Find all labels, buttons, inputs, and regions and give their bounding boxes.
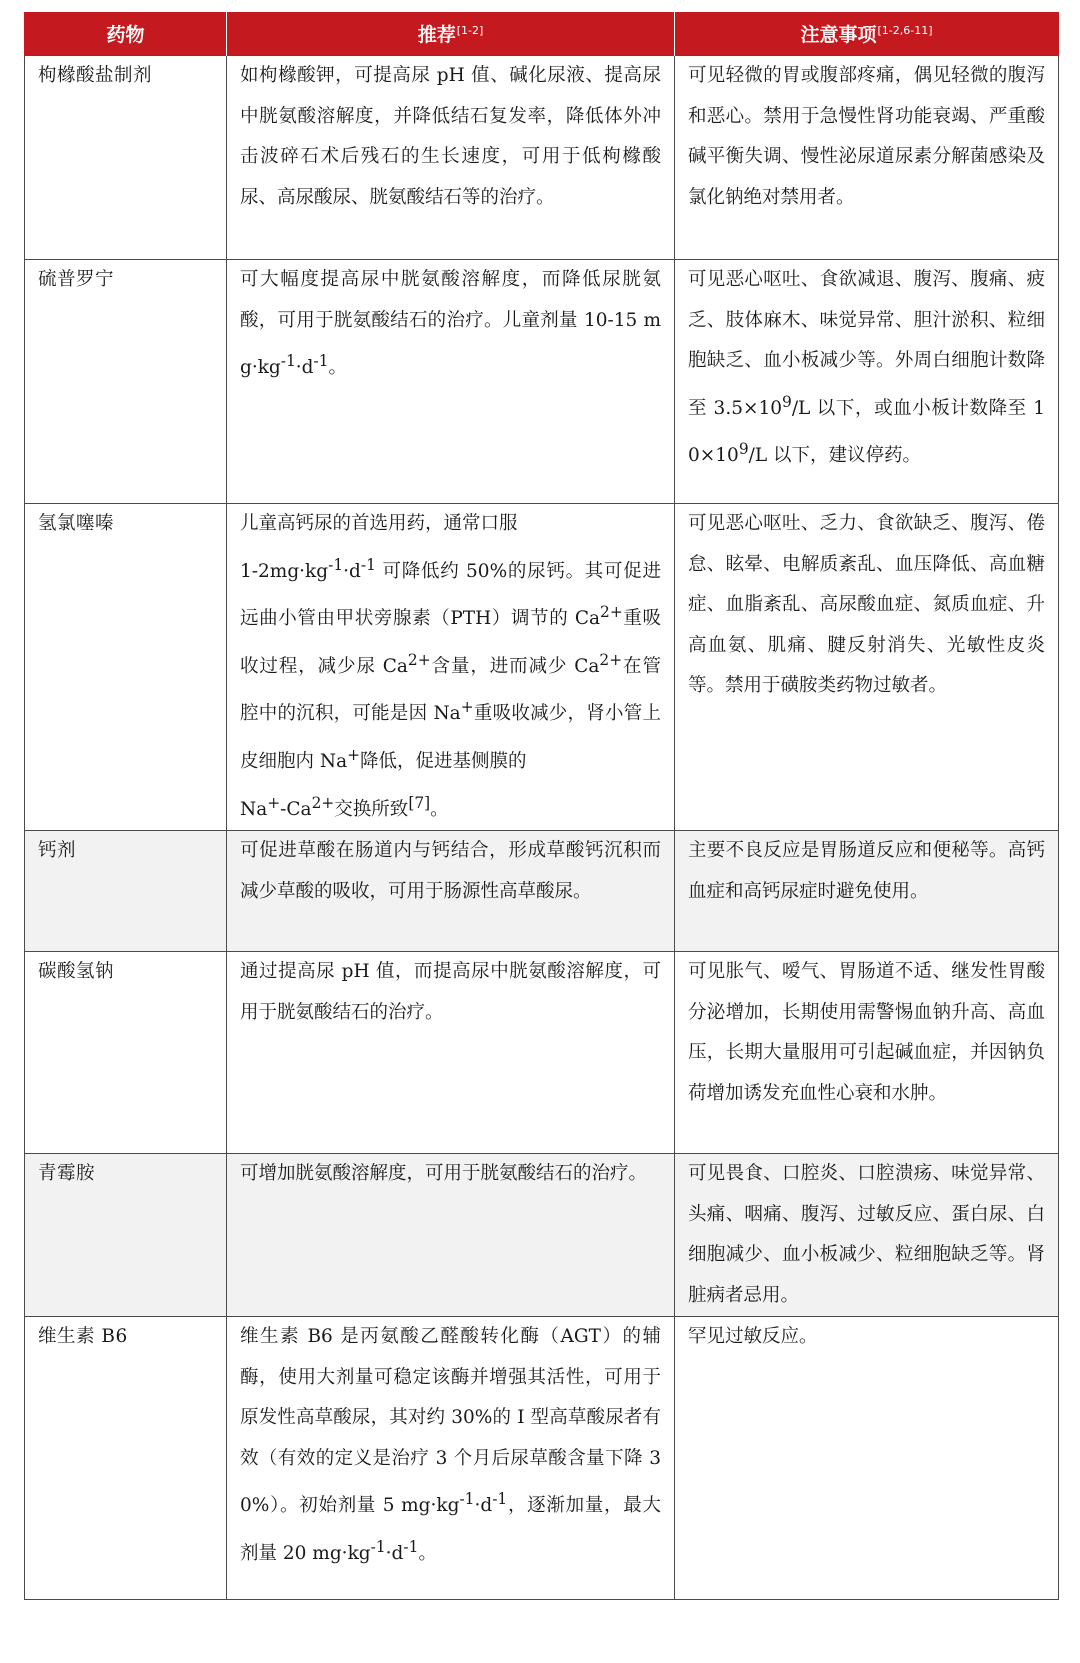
superscript: 9: [738, 440, 749, 459]
drug-name: 钙剂: [38, 840, 77, 862]
drug-name-cell: [25, 56, 227, 260]
superscript: +: [347, 746, 361, 765]
drug-name: 硫普罗宁: [38, 269, 115, 290]
recommendation-text: 重吸收减少，肾小管上皮细胞内 Na: [240, 703, 661, 773]
table-row: [25, 831, 1059, 952]
superscript: 2+: [600, 603, 623, 622]
superscript: 2+: [599, 650, 623, 669]
table-row: [25, 504, 1059, 831]
superscript: -1: [459, 1490, 475, 1509]
recommendation-text: 重吸收过程，减少尿 Ca: [240, 608, 661, 677]
precautions-text: 可见恶心呕吐、食欲减退、腹泻、腹痛、疲乏、肢体麻木、味觉异常、胆汁淤积、粒细胞缺乏、血小板减少等。外周白细胞计数降至 3.5×10: [688, 269, 1045, 419]
precautions-cell: [675, 504, 1059, 831]
recommendation-text: 可降低约 50%的尿钙。其可促进远曲小管由甲状旁腺素（PTH）调节的 Ca: [240, 560, 661, 630]
precautions-cell: [675, 831, 1059, 952]
drug-name-cell: [25, 952, 227, 1154]
drug-name-cell: [25, 1154, 227, 1317]
recommendation-text: 维生素 B6 是丙氨酸乙醛酸转化酶（AGT）的辅酶，使用大剂量可稳定该酶并增强其活性，可用于原发性高草酸尿，其对约 30%的 I 型高草酸尿者有效（有效的定义是治疗 3 个月后尿草酸含量下降 30%）。初始剂量 5 mg·kg: [240, 1326, 661, 1517]
superscript: 2+: [407, 650, 431, 669]
recommendation-cell: [227, 56, 675, 260]
drug-name: 枸橼酸盐制剂: [38, 65, 153, 86]
header-row: [25, 12, 1059, 56]
superscript: -1: [360, 555, 376, 574]
superscript: -1: [313, 352, 329, 370]
precautions-text: 可见胀气、嗳气、胃肠道不适、继发性胃酸分泌增加，长期使用需警惕血钠升高、高血压，长期大量服用可引起碱血症，并因钠负荷增加诱发充血性心衰和水肿。: [688, 961, 1045, 1104]
superscript: -1: [370, 1538, 386, 1557]
recommendation-text: 交换所致: [334, 798, 409, 820]
precautions-text: 可见畏食、口腔炎、口腔溃疡、味觉异常、头痛、咽痛、腹泻、过敏反应、蛋白尿、白细胞减少、血小板减少、粒细胞缺乏等。肾脏病者忌用。: [688, 1163, 1045, 1306]
table-row: [25, 260, 1059, 504]
recommendation-text: 。: [430, 798, 449, 820]
drug-name: 氢氯噻嗪: [38, 513, 115, 534]
header-precautions-ref: [1-2,6-11]: [877, 24, 933, 37]
recommendation-cell: [227, 260, 675, 504]
superscript: 2+: [311, 793, 335, 812]
table-row: [25, 952, 1059, 1154]
superscript: -1: [328, 555, 344, 574]
header-precautions-label: 注意事项: [800, 24, 877, 46]
drug-name-cell: [25, 504, 227, 831]
recommendation-text: 儿童高钙尿的首选用药，通常口服: [240, 513, 518, 534]
recommendation-text: 可增加胱氨酸溶解度，可用于胱氨酸结石的治疗。: [240, 1163, 648, 1185]
recommendation-text: Na: [240, 798, 268, 820]
superscript: -1: [492, 1490, 508, 1509]
superscript: +: [267, 793, 281, 812]
header-recommendation: [227, 12, 675, 56]
drug-name-cell: [25, 831, 227, 952]
drug-name-cell: [25, 260, 227, 504]
recommendation-text: 在管腔中的沉积，可能是因 Na: [240, 655, 661, 725]
precautions-text: /L 以下，或血小板计数降至 10×10: [688, 397, 1045, 467]
recommendation-text: 可促进草酸在肠道内与钙结合，形成草酸钙沉积而减少草酸的吸收，可用于肠源性高草酸尿。: [240, 840, 661, 902]
superscript: -1: [403, 1538, 419, 1557]
recommendation-text: 含量，进而减少 Ca: [430, 655, 600, 677]
recommendation-cell: [227, 1154, 675, 1317]
precautions-cell: [675, 260, 1059, 504]
precautions-cell: [675, 1317, 1059, 1600]
recommendation-cell: [227, 952, 675, 1154]
drug-table: [24, 12, 1059, 1600]
header-drug: [25, 12, 227, 56]
precautions-cell: [675, 1154, 1059, 1317]
precautions-cell: [675, 952, 1059, 1154]
header-precautions: [675, 12, 1059, 56]
superscript: -1: [280, 352, 296, 370]
recommendation-text: ·d: [385, 1543, 404, 1565]
table-row: [25, 1317, 1059, 1600]
superscript: 9: [782, 392, 792, 411]
precautions-text: 可见轻微的胃或腹部疼痛，偶见轻微的腹泻和恶心。禁用于急慢性肾功能衰竭、严重酸碱平衡失调、慢性泌尿道尿素分解菌感染及氯化钠绝对禁用者。: [688, 65, 1045, 208]
recommendation-text: 。: [328, 357, 348, 379]
drug-name: 维生素 B6: [38, 1326, 128, 1348]
recommendation-cell: [227, 504, 675, 831]
table-row: [25, 1154, 1059, 1317]
recommendation-text: 可大幅度提高尿中胱氨酸溶解度，而降低尿胱氨酸，可用于胱氨酸结石的治疗。儿童剂量 10-15 mg·kg: [240, 269, 661, 379]
recommendation-text: ·d: [474, 1495, 493, 1517]
precautions-text: 可见恶心呕吐、乏力、食欲缺乏、腹泻、倦怠、眩晕、电解质紊乱、血压降低、高血糖症、血脂紊乱、高尿酸血症、氮质血症、升高血氨、肌痛、腱反射消失、光敏性皮炎等。禁用于磺胺类药物过敏者。: [688, 513, 1045, 696]
table-row: [25, 56, 1059, 260]
header-drug-label: 药物: [106, 24, 145, 46]
precautions-cell: [675, 56, 1059, 260]
precautions-text: 罕见过敏反应。: [688, 1326, 818, 1348]
recommendation-text: 如枸橼酸钾，可提高尿 pH 值、碱化尿液、提高尿中胱氨酸溶解度，并降低结石复发率，降低体外冲击波碎石术后残石的生长速度，可用于低枸橼酸尿、高尿酸尿、胱氨酸结石等的治疗。: [240, 65, 661, 208]
recommendation-text: ，逐渐加量，最大剂量 20 mg·kg: [240, 1495, 661, 1565]
recommendation-text: ·d: [343, 560, 361, 582]
recommendation-cell: [227, 831, 675, 952]
drug-name-cell: [25, 1317, 227, 1600]
recommendation-text: 。: [418, 1543, 437, 1565]
drug-name: 青霉胺: [38, 1163, 96, 1185]
header-recommendation-label: 推荐: [417, 24, 456, 46]
drug-name: 碳酸氢钠: [38, 961, 115, 983]
superscript: +: [460, 698, 474, 717]
citation-ref: [7]: [408, 793, 431, 812]
recommendation-text: 通过提高尿 pH 值，而提高尿中胱氨酸溶解度，可用于胱氨酸结石的治疗。: [240, 961, 661, 1023]
precautions-text: /L 以下，建议停药。: [748, 445, 922, 467]
recommendation-text: 1-2mg·kg: [240, 560, 329, 582]
recommendation-cell: [227, 1317, 675, 1600]
precautions-text: 主要不良反应是胃肠道反应和便秘等。高钙血症和高钙尿症时避免使用。: [688, 840, 1045, 902]
recommendation-text: ·d: [295, 357, 314, 379]
header-recommendation-ref: [1-2]: [456, 24, 484, 37]
recommendation-text: -Ca: [280, 798, 312, 820]
recommendation-text: 降低，促进基侧膜的: [360, 751, 527, 773]
